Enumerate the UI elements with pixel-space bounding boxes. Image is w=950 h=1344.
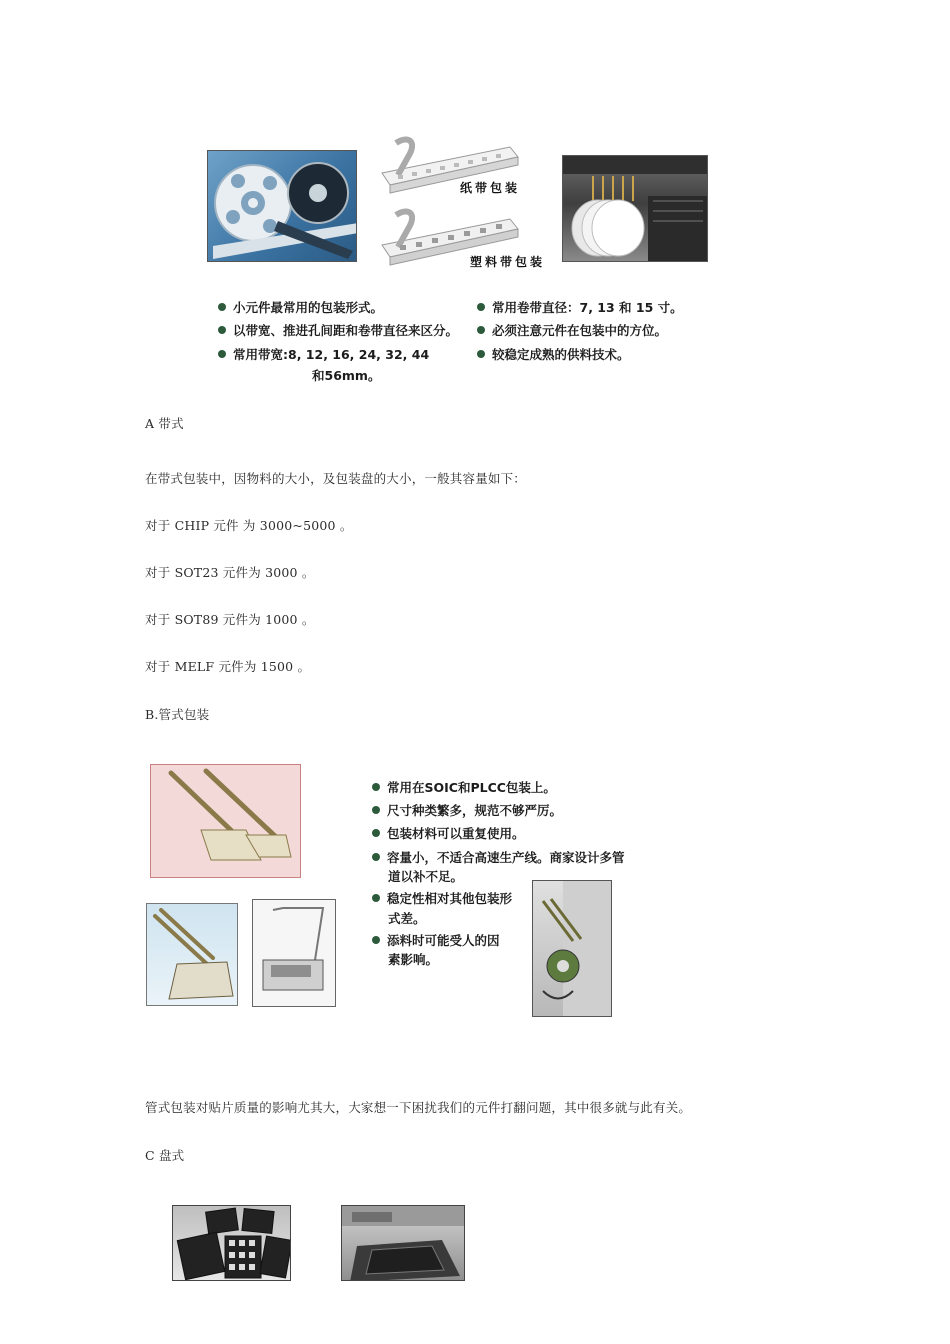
- reel-bullet-3: 常用带宽:8, 12, 16, 24, 32, 44: [218, 345, 429, 363]
- tube-feeder-photo-3: [252, 899, 336, 1007]
- tray-machine-photo: [341, 1205, 465, 1281]
- tube-bullet-2: 尺寸种类繁多，规范不够严厉。: [372, 801, 562, 819]
- feeder-image: [563, 156, 708, 262]
- tube-bullet-5-cont: 式差。: [388, 911, 426, 926]
- tray-image: [173, 1206, 291, 1281]
- plastic-tape-caption: 塑料带包装: [470, 255, 546, 269]
- tube-feeder-photo-1: [150, 764, 301, 878]
- capacity-line-chip: 对于 CHIP 元件 为 3000~5000 。: [145, 518, 353, 533]
- tray-photo: [172, 1205, 291, 1281]
- section-c-heading: C 盘式: [145, 1148, 185, 1163]
- tube-bullet-4: 容量小，不适合高速生产线。商家设计多管: [372, 848, 625, 866]
- tube-bullet-6: 添料时可能受人的因: [372, 931, 500, 949]
- feeder-photo: [562, 155, 708, 262]
- reel-bullet-3-cont: 和56mm。: [312, 368, 381, 383]
- section-a-intro: 在带式包装中，因物料的大小，及包装盘的大小，一般其容量如下：: [145, 471, 527, 486]
- capacity-line-melf: 对于 MELF 元件为 1500 。: [145, 659, 311, 674]
- tube-machine-photo: [532, 880, 612, 1017]
- tube-bullet-1: 常用在SOIC和PLCC包装上。: [372, 778, 556, 796]
- section-a-heading: A 带式: [145, 416, 184, 431]
- tube-bullet-6-cont: 素影响。: [388, 952, 439, 967]
- reel-bullet-1: 小元件最常用的包装形式。: [218, 298, 383, 316]
- tube-feeder-photo-2: [146, 903, 238, 1006]
- capacity-line-sot23: 对于 SOT23 元件为 3000 。: [145, 565, 315, 580]
- reel-bullet-4: 常用卷带直径：7, 13 和 15 寸。: [477, 298, 683, 316]
- tube-machine-image: [533, 881, 612, 1017]
- reel-photo: [207, 150, 357, 262]
- tube-feeder-image-3: [253, 900, 336, 1007]
- tube-bullet-4-cont: 道以补不足。: [388, 869, 464, 884]
- tube-feeder-image-1: [151, 765, 301, 878]
- reel-bullet-2: 以带宽、推进孔间距和卷带直径来区分。: [218, 321, 458, 339]
- tube-bullet-5: 稳定性相对其他包装形: [372, 889, 512, 907]
- capacity-line-sot89: 对于 SOT89 元件为 1000 。: [145, 612, 315, 627]
- tube-feeder-image-2: [147, 904, 238, 1006]
- reel-bullet-6: 较稳定成熟的供料技术。: [477, 345, 630, 363]
- reel-bullet-5: 必须注意元件在包装中的方位。: [477, 321, 667, 339]
- tube-note: 管式包装对贴片质量的影响尤其大，大家想一下困扰我们的元件打翻问题，其中很多就与此有关。: [145, 1100, 692, 1115]
- paper-tape-caption: 纸带包装: [460, 181, 521, 195]
- reel-image: [208, 151, 357, 262]
- section-b-heading: B.管式包装: [145, 707, 210, 722]
- tray-machine-image: [342, 1206, 465, 1281]
- tube-bullet-3: 包装材料可以重复使用。: [372, 824, 525, 842]
